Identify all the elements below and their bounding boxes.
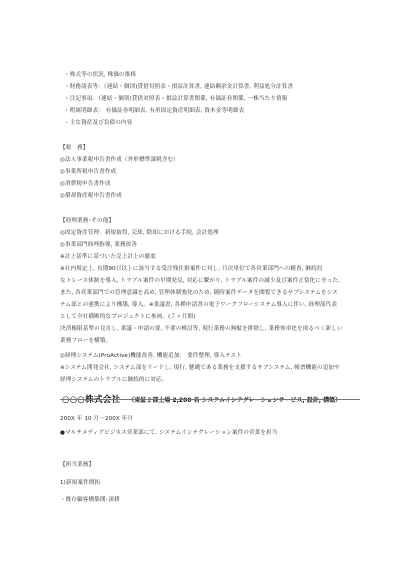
role-summary: ●マルチメディアビジネス営業部にて, システムインテグレーション案件の営業を担当 [60, 430, 278, 436]
list-item: また, 各営業部門での管理意識を高め, 管理体制強化のため, 随時案件データを閲覧できるサブシステムをシス [60, 290, 338, 296]
list-item: なトレース体制を導入, トラブル案件の早期発見, 対応に繋がり, トラブル案件の減少及び案件正常化に至った。 [60, 278, 344, 284]
list-item: 1)新規案件開拓 [60, 480, 101, 486]
list-item: ※計上基準に基づいた売上計上の徹底 [60, 254, 156, 260]
company-description: （東証２部上場 2,200 名 システムインテグレーションサービス, 設計, 構築） [128, 397, 342, 404]
list-item: として全社横断的なプロジェクトに参画。(７ヶ月間) [60, 314, 196, 320]
list-item: 業務フローを構築。 [60, 338, 112, 344]
list-item: ◎消費税申告書作成 [60, 181, 111, 187]
list-item: 決済権限基準の見直し, 業議・申請の要, 不要の検討等, 現行業務の無駄を排除し, 業務効率化を図るべく新しい [60, 326, 343, 332]
list-item: ・附属明細表： 有価証券明細表, 有形固定資産明細表, 資本金等明細表 [64, 108, 245, 114]
list-item: ・注記事項：（連結・個別)貸借対照表・損益計算書関係, 有価証券関係, 一株当たり情報 [64, 96, 288, 102]
section-heading-tax: 【税 務】 [60, 145, 89, 151]
list-item: ◎事業所税申告書作成 [60, 169, 117, 175]
list-item: ・主な資産及び負債の内容 [64, 120, 133, 126]
list-item: ・財務諸表等：（連結・個別)貸借対照表・損益計算書, 連結剰余金計算書, 利益処分計算書 [64, 84, 294, 90]
company-heading [62, 387, 341, 406]
list-item: ・既存顧客構築開･深耕 [60, 497, 120, 503]
list-item: テム部との連携により構築, 導入。※業議書, 各種申請書の電子ワークフローシステム導入に伴い, 経理部代表 [60, 302, 338, 308]
company-name: ○○○株式会社 [62, 395, 121, 405]
list-item: ◎固定資産管理：新規取得, 売却, 除却における手続, 会計処理 [60, 230, 219, 236]
section-heading-other: 【経理業務･その他】 [60, 218, 115, 224]
list-item: ◎法人事業税申告書作成（外形標準課税含む） [60, 157, 179, 163]
list-item: ※社内規定上, 長期90日以上に該当する受注残仕掛案件に対し, 月次単位で各営業部門への精査, 継続約 [60, 266, 323, 272]
list-item: 経理システムのトラブルに継続的に対応。 [60, 377, 168, 383]
list-item: ・株式等の状況, 株価の推移 [64, 72, 137, 78]
section-heading-duties: 【担当業務】 [60, 462, 95, 468]
employment-period: 200X 年 10 月～200X 年月 [60, 416, 134, 422]
list-item: ◎経理システム(ProActive)機能改善, 機能追加： 要件整理, 導入テスト [60, 353, 242, 359]
list-item: ※システム開発会社, システム部をリードし, 現行, 懸縄である業務を支援するサブシステム, 帳票機能の追加や [60, 365, 340, 371]
list-item: ◎償却資産税申告書作成 [60, 193, 122, 199]
list-item: ◎事業部門経理指導, 業務改善 [60, 242, 138, 248]
divider [60, 399, 360, 400]
